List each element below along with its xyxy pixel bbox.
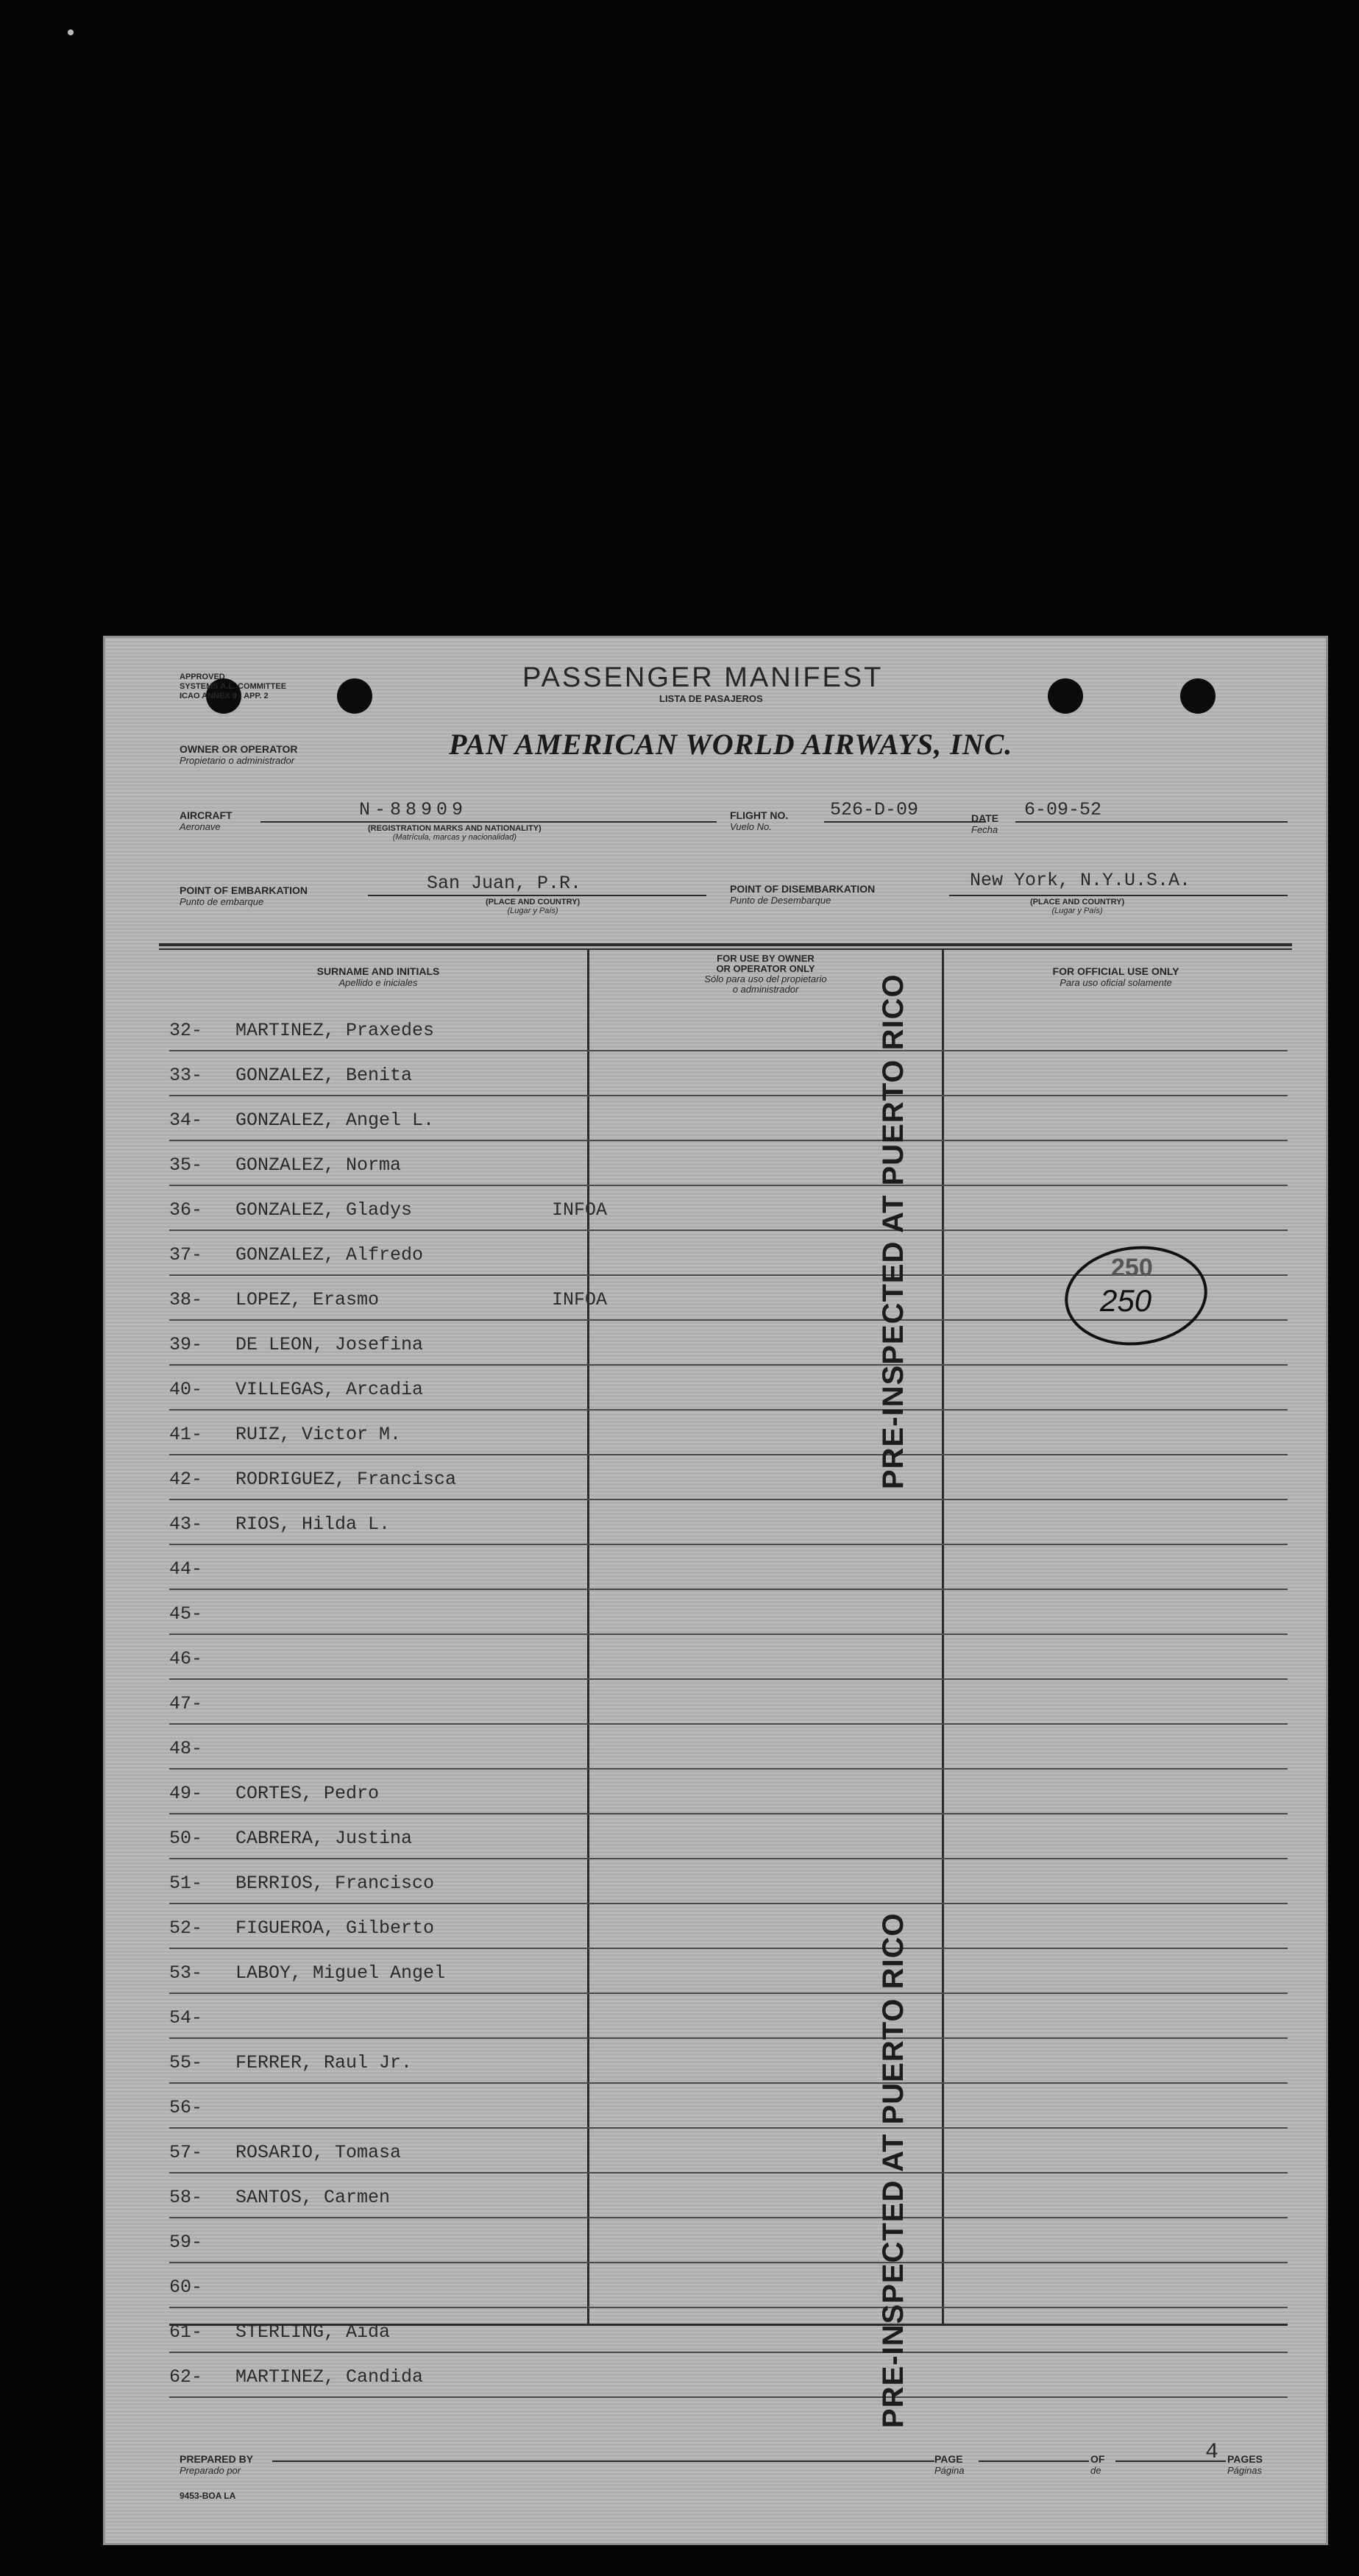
page-underline [979, 2460, 1089, 2462]
row-number: 38- [169, 1289, 203, 1310]
row-number: 49- [169, 1783, 203, 1804]
row-number: 47- [169, 1693, 203, 1714]
passenger-name: MARTINEZ, Praxedes [235, 1020, 435, 1041]
row-number: 46- [169, 1648, 203, 1670]
row-number: 52- [169, 1917, 203, 1939]
table-row [169, 1635, 1288, 1680]
page-title: PASSENGER MANIFEST [522, 662, 884, 693]
prepared-by-label: PREPARED BY Preparado por [180, 2453, 254, 2476]
passenger-name: GONZALEZ, Alfredo [235, 1244, 424, 1266]
disembarkation-underline [949, 895, 1288, 896]
table-row [169, 1994, 1288, 2039]
passenger-name: FIGUEROA, Gilberto [235, 1917, 435, 1939]
page-subtitle: LISTA DE PASAJEROS [659, 693, 763, 704]
flight-label: FLIGHT NO. Vuelo No. [730, 809, 789, 832]
passenger-name: VILLEGAS, Arcadia [235, 1379, 424, 1400]
passenger-name: GONZALEZ, Norma [235, 1154, 402, 1176]
passenger-name: CORTES, Pedro [235, 1783, 380, 1804]
row-number: 58- [169, 2187, 203, 2208]
row-number: 43- [169, 1514, 203, 1535]
aircraft-value: N-88909 [359, 799, 468, 820]
row-number: 53- [169, 1962, 203, 1984]
row-number: 36- [169, 1199, 203, 1221]
table-row [169, 1141, 1288, 1186]
table-row [169, 1366, 1288, 1411]
prepared-by-underline [272, 2460, 934, 2462]
flight-underline [824, 821, 986, 823]
disembarkation-caption: (PLACE AND COUNTRY) (Lugar y País) [1030, 898, 1125, 915]
row-number: 59- [169, 2232, 203, 2253]
owner-value: PAN AMERICAN WORLD AIRWAYS, INC. [449, 728, 1013, 761]
of-label: OF de [1090, 2453, 1105, 2476]
page-label: PAGE Página [934, 2453, 965, 2476]
passenger-name: MARTINEZ, Candida [235, 2366, 424, 2388]
pre-inspected-stamp: PRE-INSPECTED AT PUERTO RICO [877, 1912, 909, 2428]
dust-speck [68, 29, 74, 35]
table-row [169, 2039, 1288, 2084]
passenger-name: LOPEZ, Erasmo [235, 1289, 380, 1310]
manifest-sheet [103, 636, 1328, 2545]
table-row [169, 1949, 1288, 1994]
punch-hole [1048, 678, 1083, 714]
pages-label: PAGES Páginas [1227, 2453, 1263, 2476]
table-row [169, 1096, 1288, 1141]
row-number: 55- [169, 2052, 203, 2073]
row-number: 39- [169, 1334, 203, 1355]
table-row [169, 2308, 1288, 2353]
passenger-name: STERLING, Aida [235, 2321, 391, 2343]
date-label: DATE Fecha [971, 812, 999, 835]
passenger-name: ROSARIO, Tomasa [235, 2142, 402, 2163]
table-row [169, 2129, 1288, 2174]
column-header-owner: FOR USE BY OWNER OR OPERATOR ONLY Sólo para uso del propietario o administrador [704, 953, 827, 995]
aircraft-underline [260, 821, 717, 823]
faint-annotation: 250 [1111, 1254, 1153, 1282]
passenger-name: RODRIGUEZ, Francisca [235, 1469, 457, 1490]
row-number: 50- [169, 1828, 203, 1849]
row-number: 51- [169, 1873, 203, 1894]
table-row [169, 2353, 1288, 2398]
approval-block [180, 673, 286, 701]
row-number: 34- [169, 1110, 203, 1131]
embarkation-underline [368, 895, 706, 896]
row-number: 37- [169, 1244, 203, 1266]
table-row [169, 1411, 1288, 1455]
table-row [169, 1545, 1288, 1590]
table-top-rule [159, 943, 1292, 946]
disembarkation-value: New York, N.Y.U.S.A. [970, 870, 1191, 891]
row-number: 62- [169, 2366, 203, 2388]
passenger-name: GONZALEZ, Angel L. [235, 1110, 435, 1131]
row-rule [169, 2396, 1288, 2398]
embarkation-caption: (PLACE AND COUNTRY) (Lugar y País) [486, 898, 581, 915]
table-row [169, 2084, 1288, 2129]
column-header-official: FOR OFFICIAL USE ONLY Para uso oficial solamente [1052, 965, 1179, 988]
table-row [169, 1770, 1288, 1814]
approval-line: APPROVED [180, 673, 225, 681]
row-number: 35- [169, 1154, 203, 1176]
passenger-name: RIOS, Hilda L. [235, 1514, 391, 1535]
column-header-name: SURNAME AND INITIALS Apellido e iniciales [316, 965, 440, 988]
date-underline [1015, 821, 1288, 823]
passenger-name: SANTOS, Carmen [235, 2187, 391, 2208]
passenger-name: GONZALEZ, Gladys [235, 1199, 413, 1221]
table-row [169, 1455, 1288, 1500]
owner-note: INFOA [552, 1199, 608, 1221]
row-number: 32- [169, 1020, 203, 1041]
table-row [169, 1500, 1288, 1545]
embarkation-label: POINT OF EMBARKATION Punto de embarque [180, 884, 308, 907]
table-row [169, 2263, 1288, 2308]
aircraft-label: AIRCRAFT Aeronave [180, 809, 233, 832]
punch-hole [337, 678, 372, 714]
passenger-name: LABOY, Miguel Angel [235, 1962, 446, 1984]
passenger-name: CABRERA, Justina [235, 1828, 413, 1849]
circled-annotation: 250 [1100, 1283, 1152, 1318]
approval-line: ICAO ANNEX 9 - APP. 2 [180, 692, 269, 700]
row-number: 54- [169, 2007, 203, 2029]
aircraft-caption: (REGISTRATION MARKS AND NATIONALITY) (Matrícula, marcas y nacionalidad) [368, 824, 542, 842]
owner-note: INFOA [552, 1289, 608, 1310]
table-row [169, 1904, 1288, 1949]
row-number: 61- [169, 2321, 203, 2343]
disembarkation-label: POINT OF DISEMBARKATION Punto de Desembarque [730, 883, 876, 906]
passenger-name: FERRER, Raul Jr. [235, 2052, 413, 2073]
table-row [169, 1680, 1288, 1725]
pages-value: 4 [1205, 2440, 1219, 2465]
table-row [169, 1859, 1288, 1904]
table-row [169, 1725, 1288, 1770]
passenger-name: GONZALEZ, Benita [235, 1065, 413, 1086]
row-number: 56- [169, 2097, 203, 2118]
table-row [169, 2174, 1288, 2218]
row-number: 42- [169, 1469, 203, 1490]
pre-inspected-stamp: PRE-INSPECTED AT PUERTO RICO [877, 973, 909, 1489]
row-number: 57- [169, 2142, 203, 2163]
row-number: 41- [169, 1424, 203, 1445]
table-row [169, 1007, 1288, 1051]
row-number: 40- [169, 1379, 203, 1400]
row-number: 44- [169, 1558, 203, 1580]
owner-label: OWNER OR OPERATOR Propietario o administrador [180, 743, 298, 766]
table-row [169, 1814, 1288, 1859]
row-number: 45- [169, 1603, 203, 1625]
flight-value: 526-D-09 [830, 799, 919, 820]
form-number: 9453-BOA LA [180, 2491, 236, 2501]
punch-hole [1180, 678, 1216, 714]
row-number: 48- [169, 1738, 203, 1759]
table-row [169, 1186, 1288, 1231]
passenger-name: DE LEON, Josefina [235, 1334, 424, 1355]
table-row [169, 1051, 1288, 1096]
approval-line: SYSTEMS A.L. COMMITTEE [180, 682, 287, 691]
table-top-rule [159, 948, 1292, 950]
row-number: 33- [169, 1065, 203, 1086]
row-number: 60- [169, 2277, 203, 2298]
date-value: 6-09-52 [1024, 799, 1102, 820]
embarkation-value: San Juan, P.R. [427, 873, 582, 894]
passenger-name: BERRIOS, Francisco [235, 1873, 435, 1894]
table-row [169, 1590, 1288, 1635]
table-row [169, 2218, 1288, 2263]
passenger-name: RUIZ, Victor M. [235, 1424, 402, 1445]
